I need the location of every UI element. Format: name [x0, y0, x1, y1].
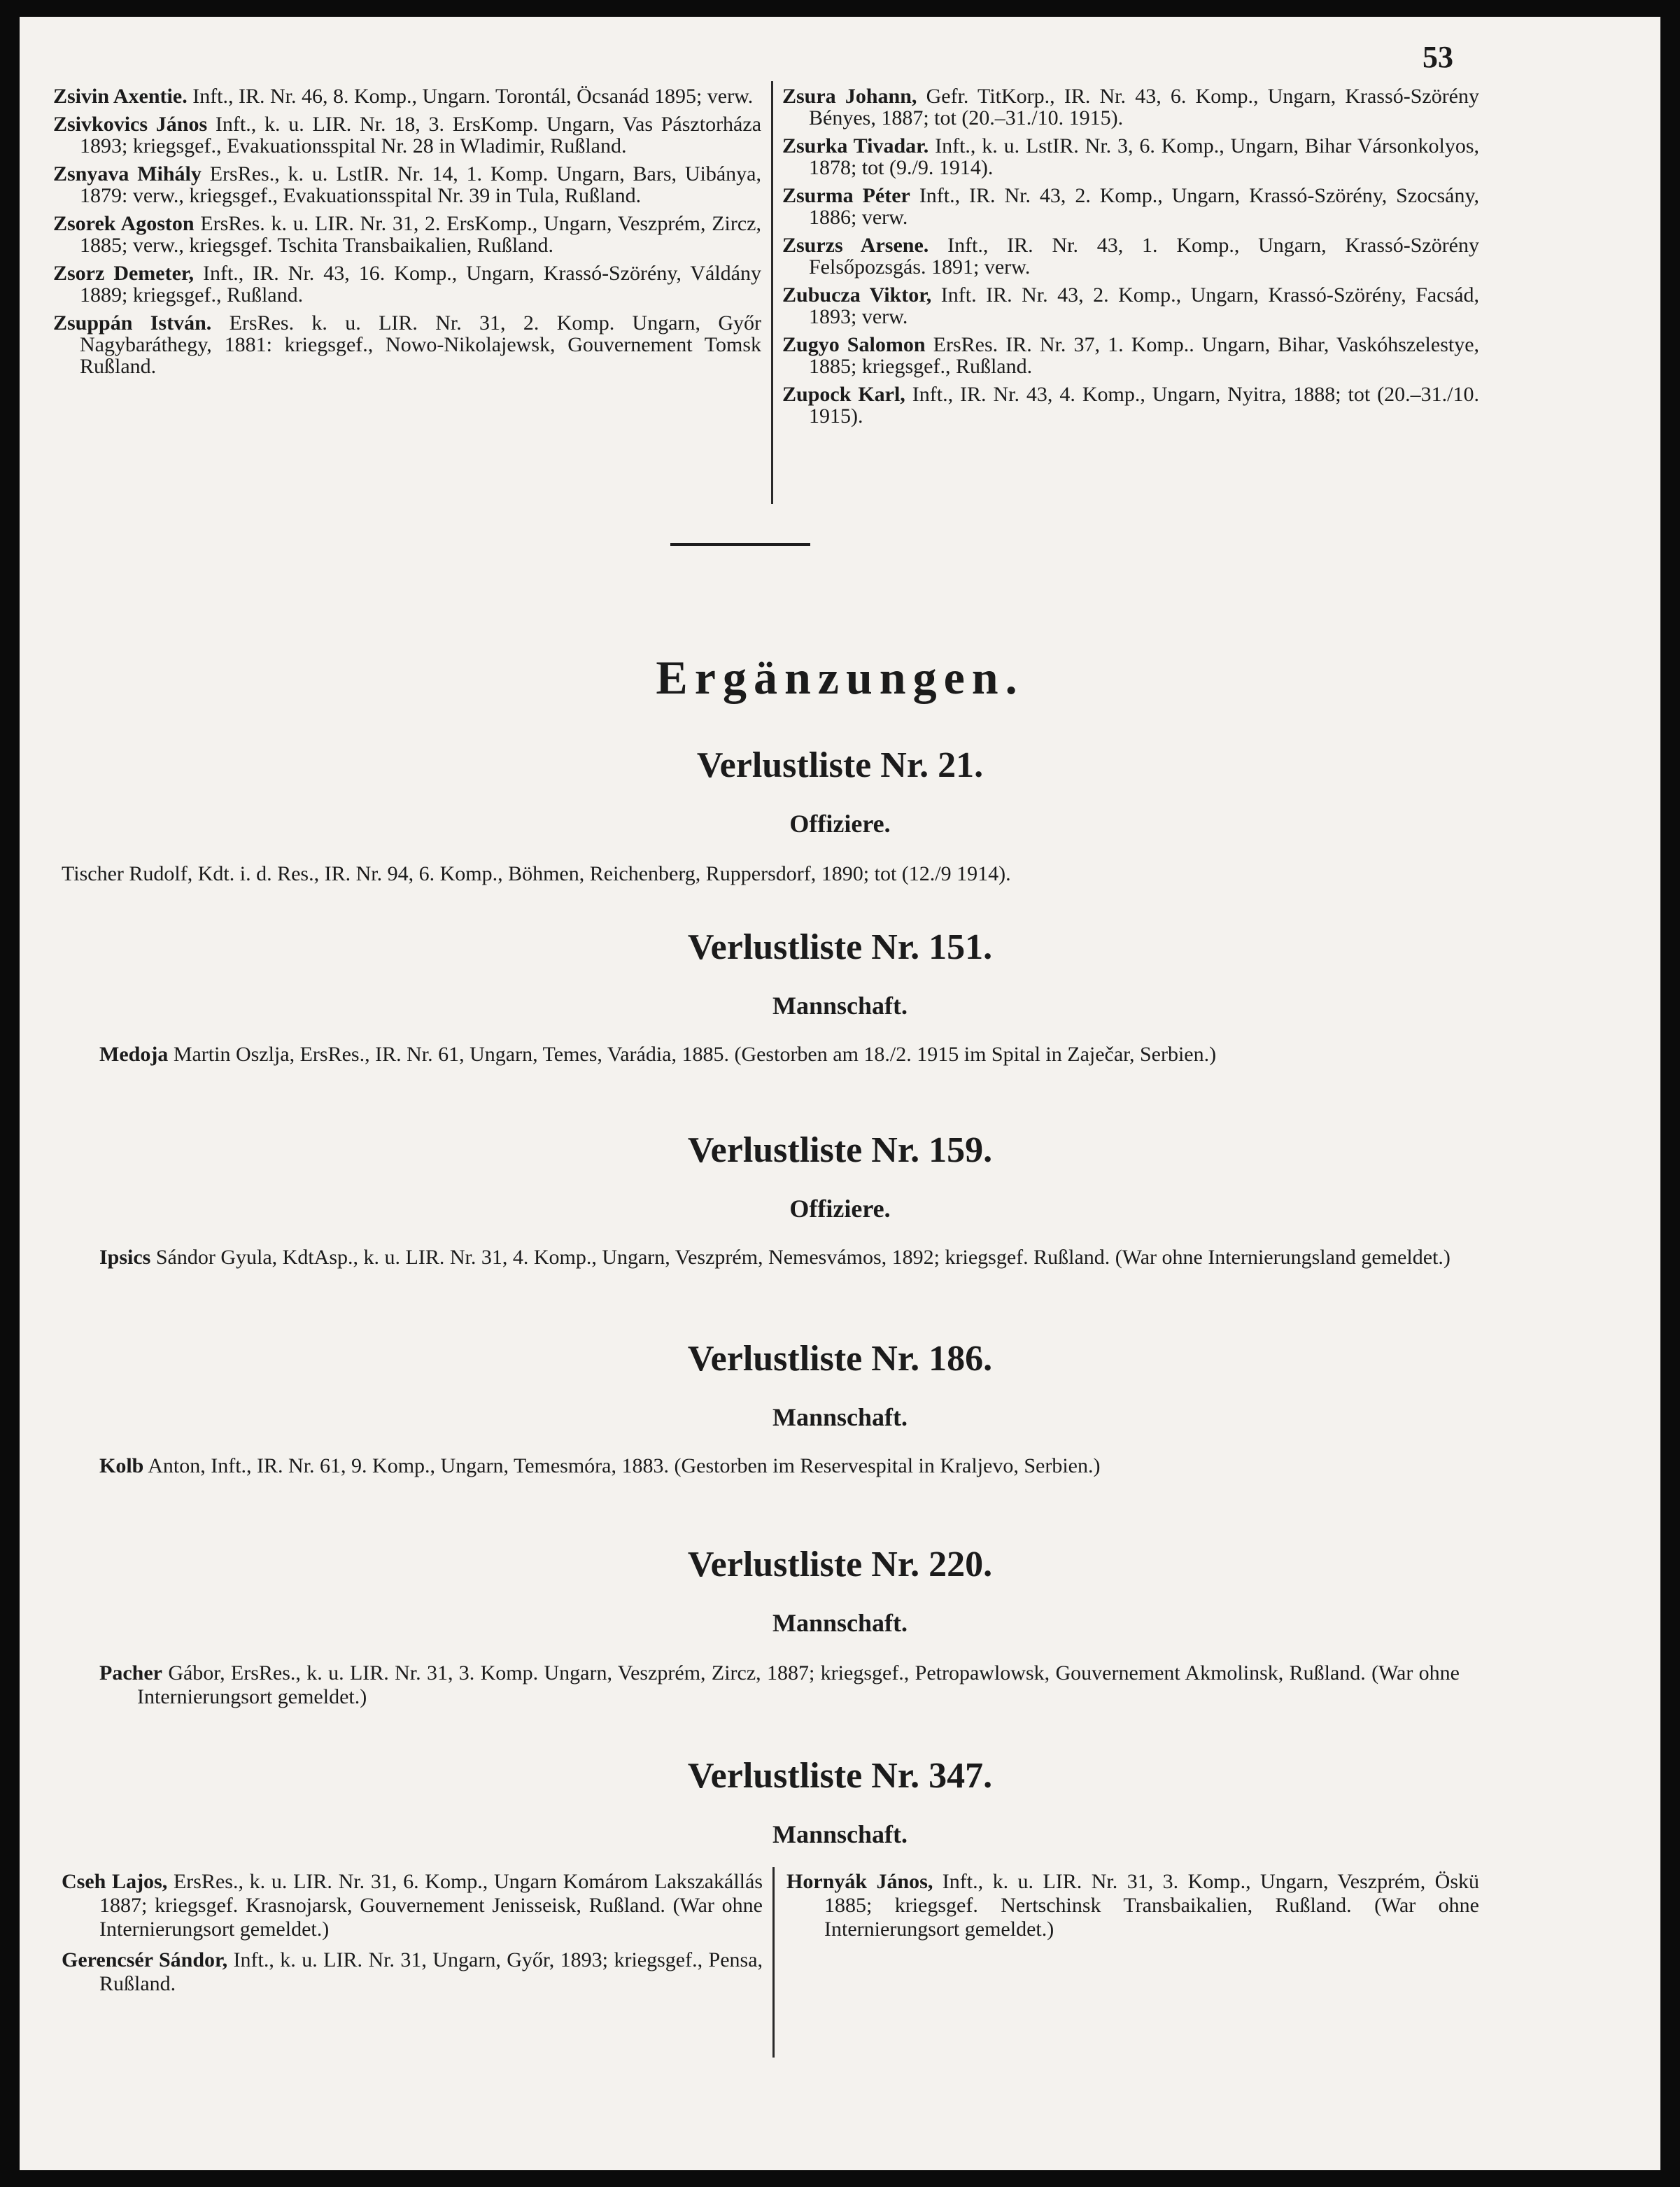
casualty-entry [786, 1870, 1479, 1941]
entry-name: Gerencsér Sándor, [62, 1948, 228, 1971]
rank-heading: Mannschaft. [772, 1820, 908, 1848]
entry-text: Inft., IR. Nr. 43, 16. Komp., Ungarn, Krassó-Szörény, Váldány 1889; kriegsgef., Rußland. [80, 262, 761, 307]
list-entry [53, 312, 761, 377]
entry-name: Ipsics [99, 1246, 151, 1269]
casualty-entry [99, 1246, 1460, 1270]
list-entry [782, 284, 1479, 328]
verlustliste-title: Verlustliste Nr. 21. [696, 745, 984, 785]
entry-name: Medoja [99, 1043, 169, 1066]
column-divider [771, 81, 773, 504]
column-divider [772, 1867, 775, 2058]
entry-text: Martin Oszlja, ErsRes., IR. Nr. 61, Ungarn, Temes, Varádia, 1885. (Gestorben am 18./2. 1915 im Spital in Zaječar, Serbien.) [173, 1043, 1217, 1066]
entry-name: Zsivkovics János [53, 113, 208, 136]
entry-name: Zsivin Axentie. [53, 85, 188, 108]
list-entry [53, 163, 761, 206]
entry-name: Zsurka Tivadar. [782, 134, 929, 157]
verlustliste-title: Verlustliste Nr. 186. [687, 1339, 993, 1379]
list-entry [782, 384, 1479, 427]
casualty-entry [99, 1043, 1460, 1067]
entry-name: Zubucza Viktor, [782, 283, 932, 307]
entry-text: Inft. IR. Nr. 43, 2. Komp., Ungarn, Krassó-Szörény, Facsád, 1893; verw. [809, 283, 1480, 328]
top-left-column [53, 85, 761, 384]
entry-text: ErsRes., k. u. LstIR. Nr. 14, 1. Komp. Ungarn, Bars, Uibánya, 1879: verw., kriegsgef., Evakuationsspital Nr. 39 in Tula, Rußland. [80, 162, 761, 207]
list-entry [782, 135, 1479, 178]
entry-text: Inft., k. u. LIR. Nr. 31, 3. Komp., Ungarn, Veszprém, Öskü 1885; kriegsgef. Nertschinsk Transbaikalien, Rußland. (War ohne Internierungsort gemeldet.) [824, 1870, 1479, 1941]
entry-text: Gábor, ErsRes., k. u. LIR. Nr. 31, 3. Komp. Ungarn, Veszprém, Zircz, 1887; kriegsgef., Petropawlowsk, Gouvernement Akmolinsk, Rußland. (War ohne Internierungsort gemeldet.) [137, 1661, 1460, 1708]
entry-text: Inft., IR. Nr. 46, 8. Komp., Ungarn. Torontál, Öcsanád 1895; verw. [192, 85, 754, 108]
entry-name: Hornyák János, [786, 1870, 933, 1893]
entry-text: ErsRes., k. u. LIR. Nr. 31, 6. Komp., Ungarn Komárom Lakszakállás 1887; kriegsgef. Krasnojarsk, Gouvernement Jenisseisk, Rußland. (War ohne Internierungsort gemeldet.) [99, 1870, 763, 1941]
casualty-entry [99, 1454, 1460, 1478]
section-separator [670, 543, 810, 546]
entry-name: Zsuppán István. [53, 311, 212, 335]
list-entry [53, 85, 761, 107]
entry-text: Inft., k. u. LIR. Nr. 31, Ungarn, Győr, 1893; kriegsgef., Pensa, Rußland. [99, 1948, 763, 1995]
list-entry [782, 185, 1479, 228]
entry-name: Kolb [99, 1454, 144, 1477]
entry-name: Zugyo Salomon [782, 333, 926, 356]
casualty-entry [62, 1948, 763, 1996]
casualty-entry [99, 1661, 1460, 1709]
casualty-entry [62, 1870, 763, 1941]
verlustliste-title: Verlustliste Nr. 151. [687, 927, 993, 967]
rank-heading: Mannschaft. [772, 992, 908, 1020]
list-entry [53, 262, 761, 306]
rank-heading: Offiziere. [789, 1195, 891, 1223]
entry-text: Inft., IR. Nr. 43, 2. Komp., Ungarn, Krassó-Szörény, Szocsány, 1886; verw. [809, 184, 1480, 229]
verlustliste-347-left-column [62, 1870, 763, 1996]
entry-name: Zsnyava Mihály [53, 162, 202, 185]
section-title: Ergänzungen. [656, 651, 1024, 704]
list-entry [53, 113, 761, 157]
entry-text: ErsRes. k. u. LIR. Nr. 31, 2. Komp. Ungarn, Győr Nagybaráthegy, 1881: kriegsgef., Nowo-Nikolajewsk, Gouvernement Tomsk Rußland. [80, 311, 761, 378]
page [20, 17, 1660, 2170]
entry-text: Inft., IR. Nr. 43, 4. Komp., Ungarn, Nyitra, 1888; tot (20.–31./10. 1915). [809, 383, 1479, 428]
entry-name: Zsura Johann, [782, 85, 917, 108]
entry-text: Kdt. i. d. Res., IR. Nr. 94, 6. Komp., Böhmen, Reichenberg, Ruppersdorf, 1890; tot (12./9 1914). [197, 862, 1011, 885]
entry-name: Zsorek Agoston [53, 212, 195, 235]
rank-heading: Mannschaft. [772, 1609, 908, 1637]
entry-text: Inft., k. u. LIR. Nr. 18, 3. ErsKomp. Ungarn, Vas Pásztorháza 1893; kriegsgef., Evakuationsspital Nr. 28 in Wladimir, Rußland. [80, 113, 762, 157]
list-entry [782, 334, 1479, 377]
rank-heading: Offiziere. [789, 810, 891, 838]
verlustliste-title: Verlustliste Nr. 159. [687, 1130, 993, 1170]
verlustliste-title: Verlustliste Nr. 220. [687, 1545, 993, 1584]
entry-text: Inft., k. u. LstIR. Nr. 3, 6. Komp., Ungarn, Bihar Vársonkolyos, 1878; tot (9./9. 1914). [809, 134, 1479, 179]
list-entry [782, 234, 1479, 278]
verlustliste-347-right-column [786, 1870, 1479, 1941]
entry-name: Tischer Rudolf, [62, 862, 193, 885]
entry-name: Cseh Lajos, [62, 1870, 168, 1893]
entry-name: Pacher [99, 1661, 162, 1685]
list-entry [782, 85, 1479, 129]
entry-name: Zsurzs Arsene. [782, 234, 929, 257]
entry-text: Anton, Inft., IR. Nr. 61, 9. Komp., Ungarn, Temesmóra, 1883. (Gestorben im Reservespital in Kraljevo, Serbien.) [148, 1454, 1101, 1477]
casualty-entry [62, 862, 1426, 886]
entry-text: Gefr. TitKorp., IR. Nr. 43, 6. Komp., Ungarn, Krassó-Szörény Bényes, 1887; tot (20.–31./10. 1915). [809, 85, 1479, 129]
entry-text: Sándor Gyula, KdtAsp., k. u. LIR. Nr. 31, 4. Komp., Ungarn, Veszprém, Nemesvámos, 1892; kriegsgef. Rußland. (War ohne Internierungsland gemeldet.) [155, 1246, 1450, 1269]
rank-heading: Mannschaft. [772, 1403, 908, 1431]
list-entry [53, 213, 761, 256]
entry-text: ErsRes. IR. Nr. 37, 1. Komp.. Ungarn, Bihar, Vaskóhszelestye, 1885; kriegsgef., Rußland. [809, 333, 1480, 378]
entry-name: Zupock Karl, [782, 383, 905, 406]
page-number: 53 [1423, 40, 1453, 74]
entry-name: Zsurma Péter [782, 184, 910, 207]
top-right-column [782, 85, 1479, 433]
entry-text: Inft., IR. Nr. 43, 1. Komp., Ungarn, Krassó-Szörény Felsőpozsgás. 1891; verw. [809, 234, 1479, 279]
entry-name: Zsorz Demeter, [53, 262, 194, 285]
entry-text: ErsRes. k. u. LIR. Nr. 31, 2. ErsKomp., Ungarn, Veszprém, Zircz, 1885; verw., kriegsgef. Tschita Transbaikalien, Rußland. [80, 212, 761, 257]
verlustliste-title: Verlustliste Nr. 347. [687, 1756, 993, 1796]
